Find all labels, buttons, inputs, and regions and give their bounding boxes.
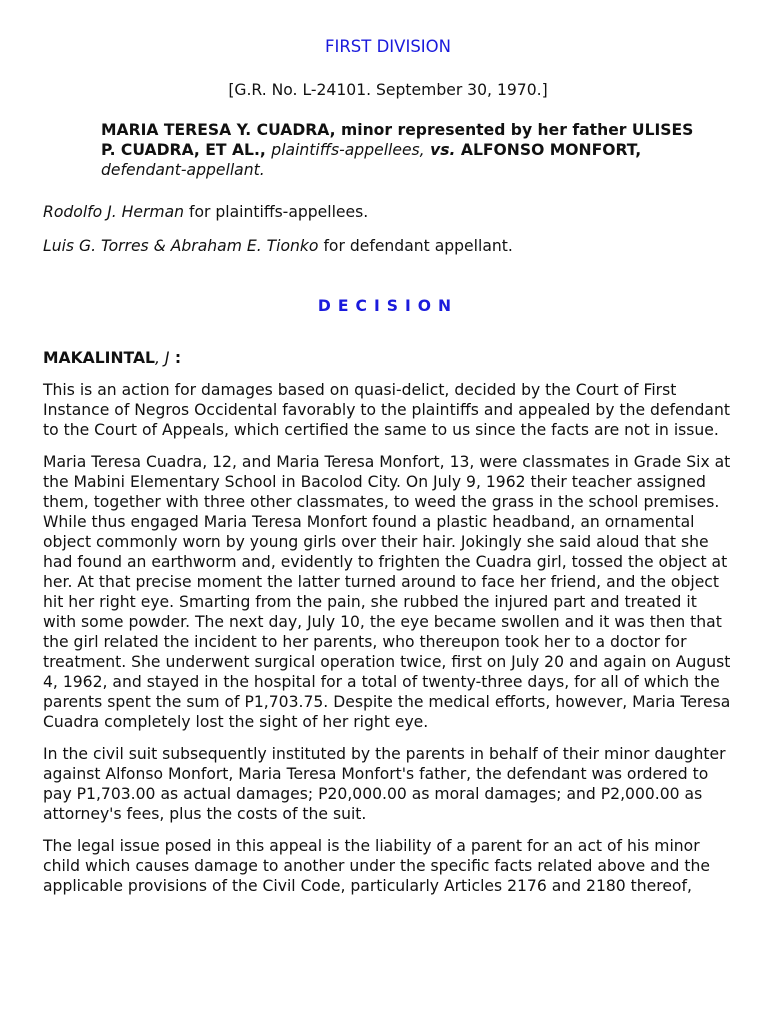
ponente-name: MAKALINTAL (43, 349, 155, 367)
paragraph-1: This is an action for damages based on quasi-delict, decided by the Court of First Instance of Negros Occidental favorably to the plaintiffs and appealed by the defendant to the Court of Appeals, which certified the same to us since the facts are not in issue. (43, 381, 730, 439)
ponente-colon: : (169, 349, 182, 367)
caption-plaintiffs: MARIA TERESA Y. CUADRA, minor represented by her father ULISES P. CUADRA, ET AL., (101, 121, 694, 159)
counsel-plaintiffs (43, 202, 733, 222)
counsel-defendant (43, 236, 733, 256)
paragraph-2: Maria Teresa Cuadra, 12, and Maria Teresa Monfort, 13, were classmates in Grade Six at the Mabini Elementary School in Bacolod City. On July 9, 1962 their teacher assigned them, together with three other classmates, to weed the grass in the school premises. While thus engaged Maria Teresa Monfort found a plastic headband, an ornamental object commonly worn by young girls over their hair. Jokingly she said aloud that she had found an earthworm and, evidently to frighten the Cuadra girl, tossed the object at her. At that precise moment the latter turned around to face her friend, and the object hit her right eye. Smarting from the pain, she rubbed the injured part and treated it with some powder. The next day, July 10, the eye became swollen and it was then that the girl related the incident to her parents, who thereupon took her to a doctor for treatment. She underwent surgical operation twice, first on July 20 and again on August 4, 1962, and stayed in the hospital for a total of twenty-three days, for all of which the parents spent the sum of P1,703.75. Despite the medical efforts, however, Maria Teresa Cuadra completely lost the sight of her right eye. (43, 453, 731, 731)
case-number: [G.R. No. L-24101. September 30, 1970.] (228, 81, 548, 99)
counsel-role: for plaintiffs-appellees. (184, 203, 369, 221)
counsel-name: Luis G. Torres & Abraham E. Tionko (43, 237, 319, 255)
caption-versus: vs. (430, 141, 456, 159)
ponente-suffix: , J (154, 349, 170, 367)
ponente-line (43, 348, 733, 368)
division-heading: FIRST DIVISION (324, 37, 451, 56)
document-page (43, 36, 733, 896)
counsel-role: for defendant appellant. (318, 237, 513, 255)
paragraph-3: In the civil suit subsequently instituted by the parents in behalf of their minor daughter against Alfonso Monfort, Maria Teresa Monfort's father, the defendant was ordered to pay P1,703.00 as actual damages; P20,000.00 as moral damages; and P2,000.00 as attorney's fees, plus the costs of the suit. (43, 745, 726, 823)
caption-plaintiffs-role: plaintiffs-appellees, (271, 141, 425, 159)
paragraph-4: The legal issue posed in this appeal is the liability of a parent for an act of his minor child which causes damage to another under the specific facts related above and the applicable provisions of the Civil Code, particularly Articles 2176 and 2180 thereof, (43, 837, 711, 895)
decision-heading: DECISION (317, 297, 459, 315)
case-caption (101, 120, 701, 180)
caption-defendant-role: defendant-appellant. (101, 161, 265, 179)
counsel-name: Rodolfo J. Herman (43, 203, 185, 221)
caption-defendant: ALFONSO MONFORT, (460, 141, 642, 159)
